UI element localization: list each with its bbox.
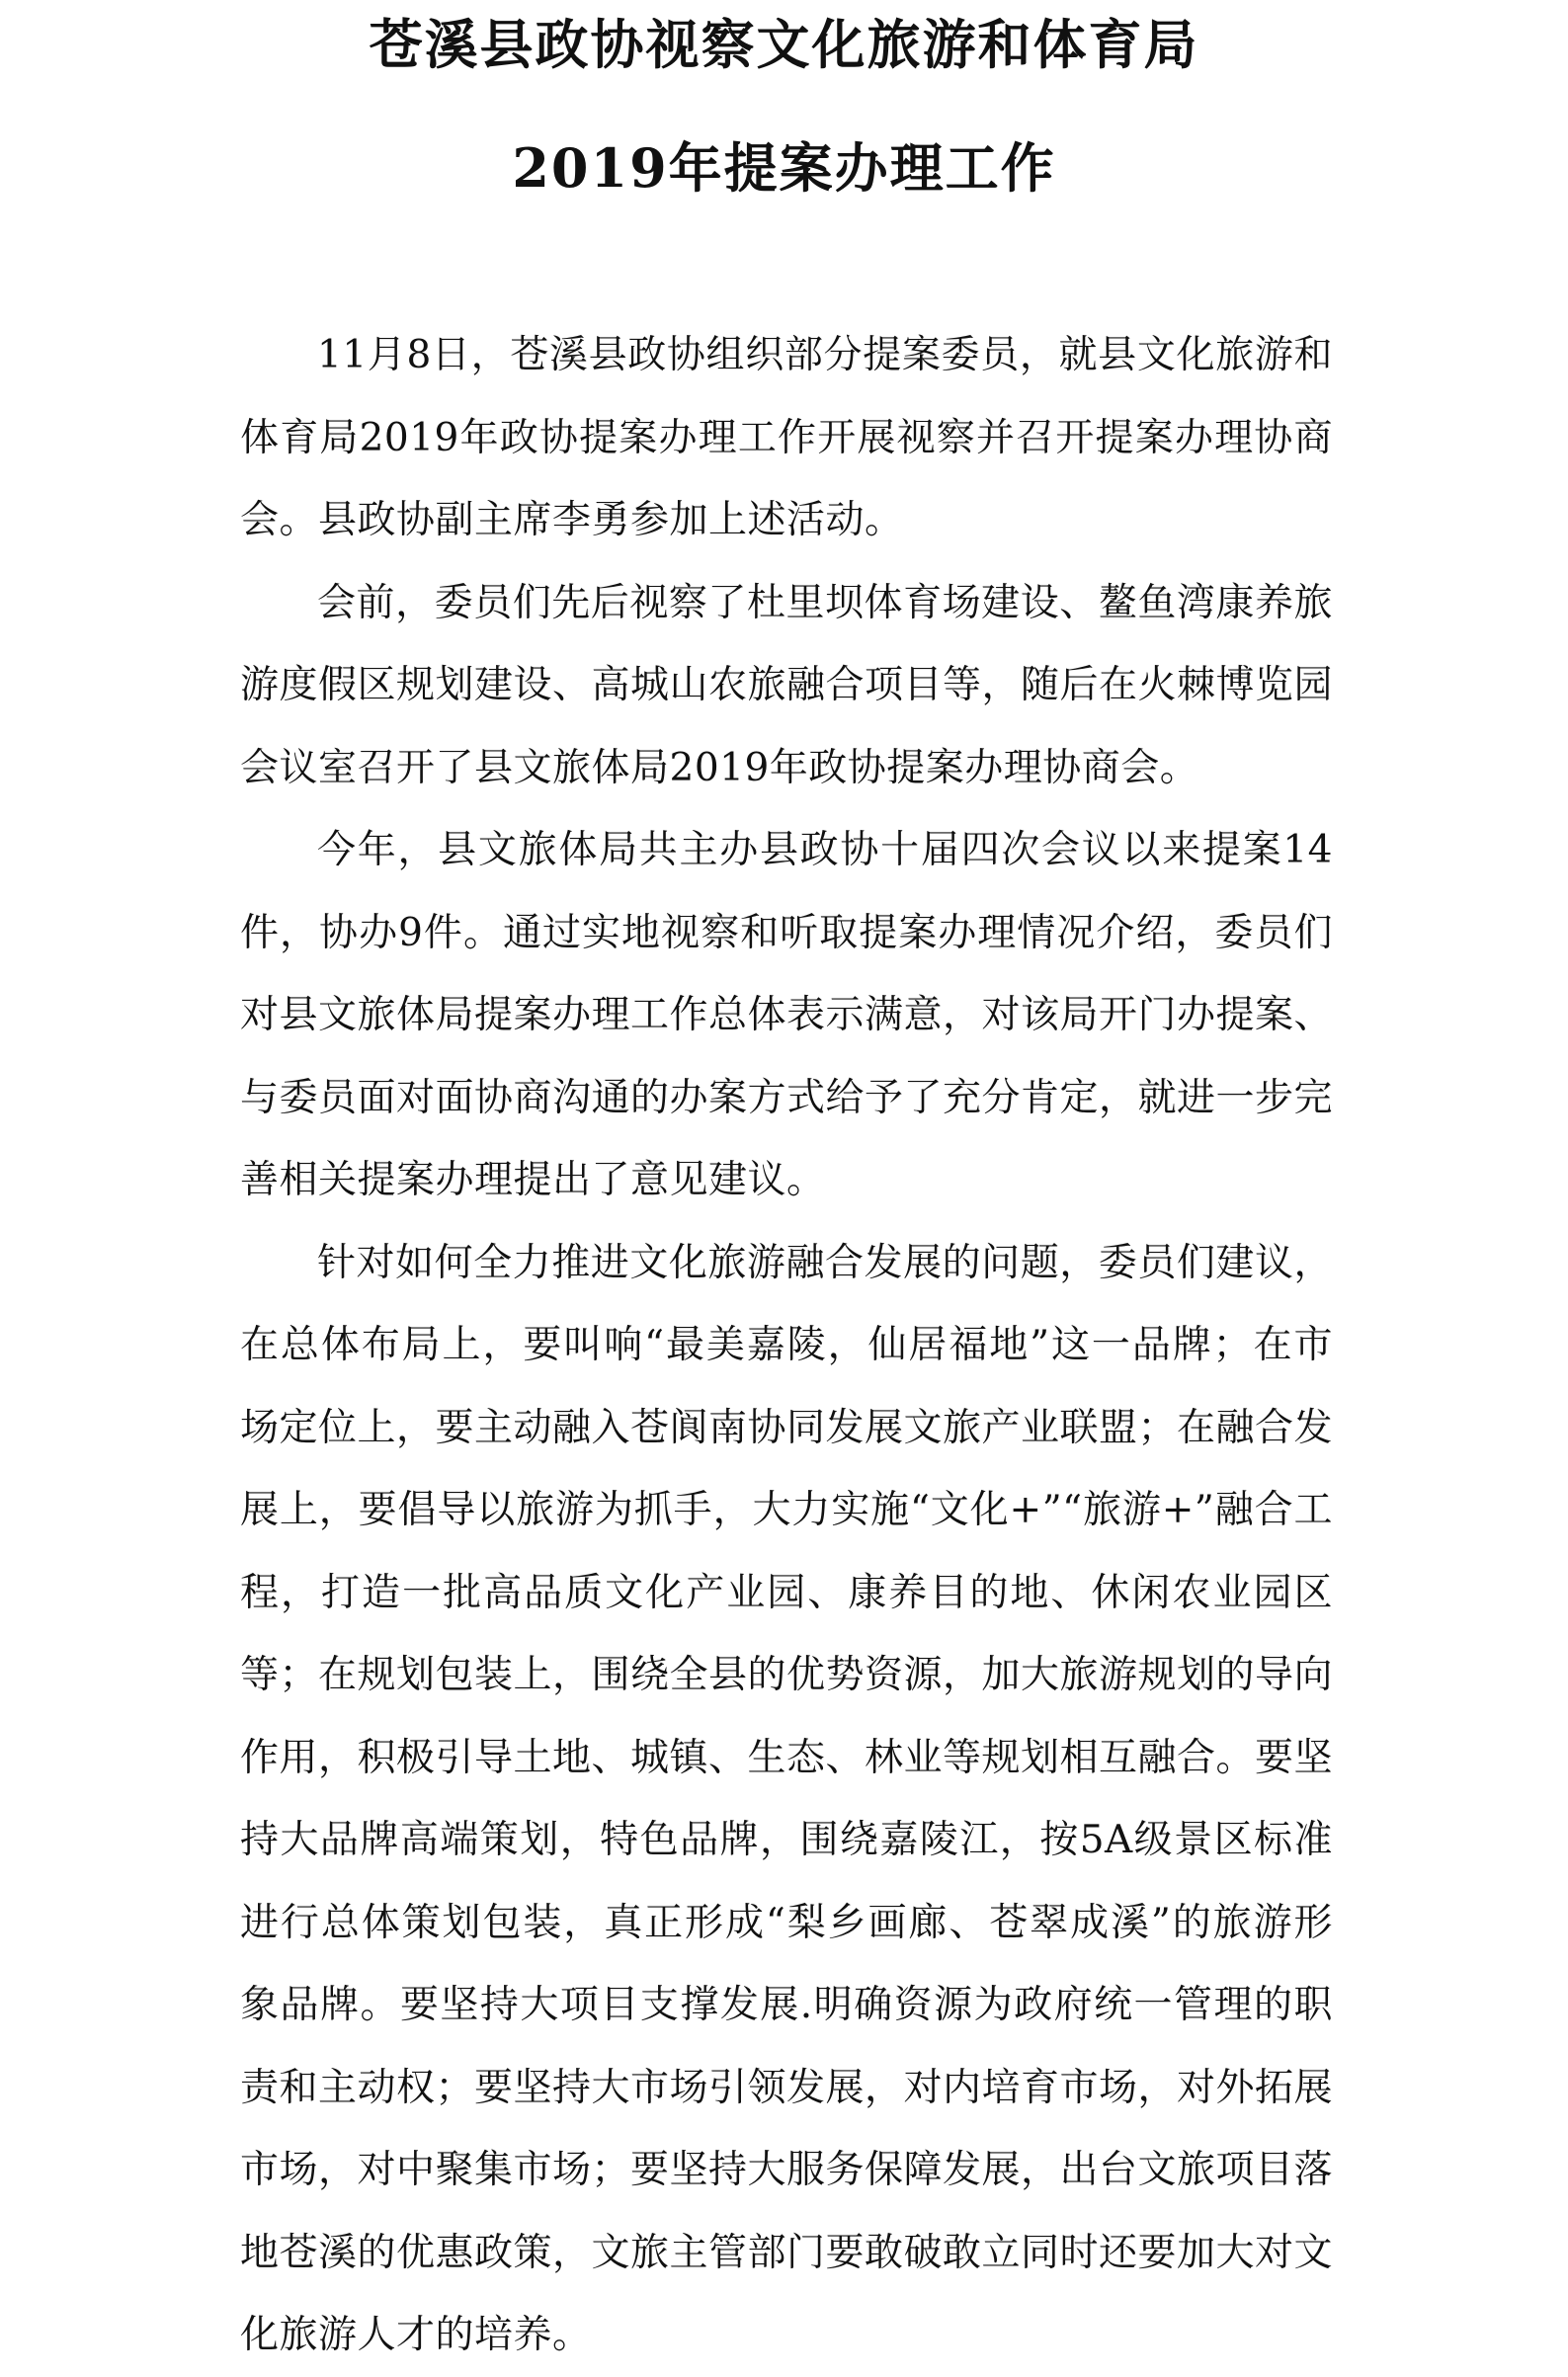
paragraph-suggestions: 针对如何全力推进文化旅游融合发展的问题，委员们建议，在总体布局上，要叫响“最美嘉陵，仙居福地”这一品牌；在市场定位上，要主动融入苍阆南协同发展文旅产业联盟；在融合发展上，要倡导以旅游为抓手，大力实施“文化+”“旅游+”融合工程，打造一批高品质文化产业园、康养目的地、休闲农业园区等；在规划包装上，围绕全县的优势资源，加大旅游规划的导向作用，积极引导土地、城镇、生态、林业等规划相互融合。要坚持大品牌高端策划，特色品牌，围绕嘉陵江，按5A级景区标准进行总体策划包装，真正形成“梨乡画廊、苍翠成溪”的旅游形象品牌。要坚持大项目支撑发展.明确资源为政府统一管理的职责和主动权；要坚持大市场引领发展，对内培育市场，对外拓展市场，对中聚集市场；要坚持大服务保障发展，出台文旅项目落地苍溪的优惠政策，文旅主管部门要敢破敢立同时还要加大对文化旅游人才的培养。 [240, 1240, 1334, 2357]
paragraph-intro: 11月8日，苍溪县政协组织部分提案委员，就县文化旅游和体育局2019年政协提案办理工作开展视察并召开提案办理协商会。县政协副主席李勇参加上述活动。 [240, 333, 1333, 542]
document-body [240, 314, 1333, 2377]
paragraph-inspection: 会前，委员们先后视察了杜里坝体育场建设、鳌鱼湾康养旅游度假区规划建设、高城山农旅融合项目等，随后在火棘博览园会议室召开了县文旅体局2019年政协提案办理协商会。 [240, 580, 1334, 790]
document-title-line-1: 苍溪县政协视察文化旅游和体育局 [369, 13, 1199, 76]
document-title-line-2: 2019年提案办理工作 [512, 136, 1056, 200]
paragraph-proposals: 今年，县文旅体局共主办县政协十届四次会议以来提案14件，协办9件。通过实地视察和听取提案办理情况介绍，委员们对县文旅体局提案办理工作总体表示满意，对该局开门办提案、与委员面对面协商沟通的办案方式给予了充分肯定，就进一步完善相关提案办理提出了意见建议。 [240, 828, 1334, 1202]
